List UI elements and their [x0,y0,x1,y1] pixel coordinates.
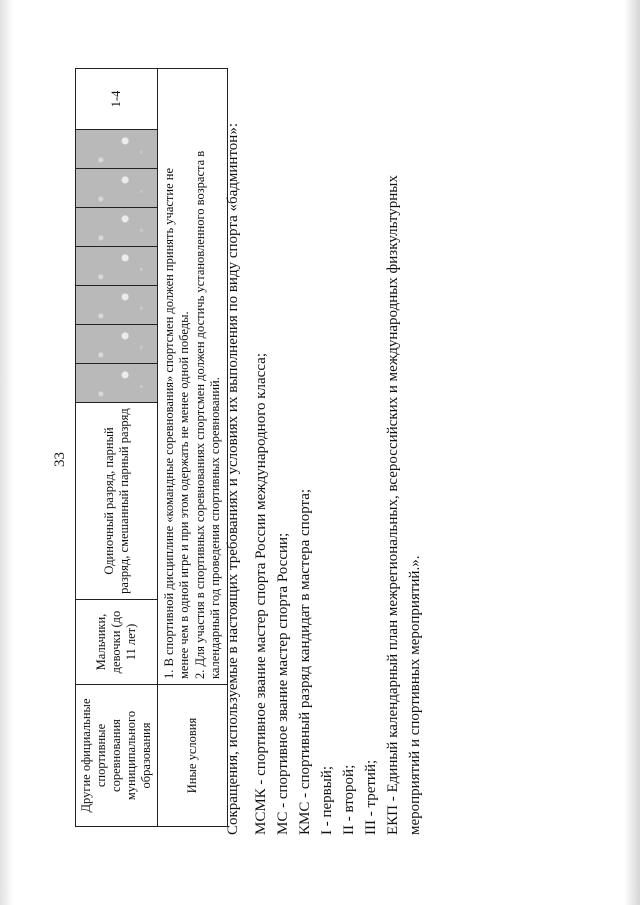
shaded-cell [76,130,158,169]
abbreviation-item: МС - спортивное звание мастер спорта России; [275,532,291,835]
abbreviation-item: мероприятий и спортивных мероприятий.». [407,555,423,835]
note-line: 1. В спортивной дисциплине «командные соревнования» спортсмен должен принять участие не [161,168,176,679]
shaded-cell [76,325,158,364]
shaded-cell [76,364,158,403]
disciplines-cell: Одиночный разряд, парный разряд, смешанный парный разряд [76,403,158,600]
shaded-cell [76,208,158,247]
conditions-notes [158,69,228,685]
shaded-cell [76,169,158,208]
note-line: менее чем в одной игре и при этом одержать не менее одной победы. [177,311,191,679]
table-row [76,69,158,827]
range-cell: 1-4 [76,69,158,130]
abbreviation-item: II - второй; [341,764,357,835]
requirements-table [75,68,228,827]
note-line: календарный год проведения спортивных соревнований. [208,377,222,679]
abbreviation-item: III - третий; [363,759,379,835]
shaded-cell [76,247,158,286]
other-conditions-label: Иные условия [158,685,228,827]
abbreviation-item: КМС - спортивный разряд кандидат в мастера спорта; [297,488,313,835]
page-number: 33 [52,452,68,467]
abbreviations-title: Сокращения, используемые в настоящих требованиях и условиях их выполнения по виду спорта «бадминтон»: [225,123,241,835]
note-line: 2. Для участия в спортивных соревнованиях спортсмен должен достичь установленного возраста в [192,150,207,679]
abbreviation-item: I - первый; [319,765,335,835]
competition-cell: Другие официальные спортивные соревнования муниципального образования [76,685,158,827]
abbreviation-item: ЕКП - Единый календарный план межрегиональных, всероссийских и международных физкультурных [385,175,401,835]
table-row [158,69,228,827]
shaded-cell [76,286,158,325]
abbreviations-section [222,55,426,835]
abbreviation-item: МСМК - спортивное звание мастер спорта России международного класса; [253,353,269,835]
participants-cell: Мальчики, девочки (до 11 лет) [76,600,158,685]
